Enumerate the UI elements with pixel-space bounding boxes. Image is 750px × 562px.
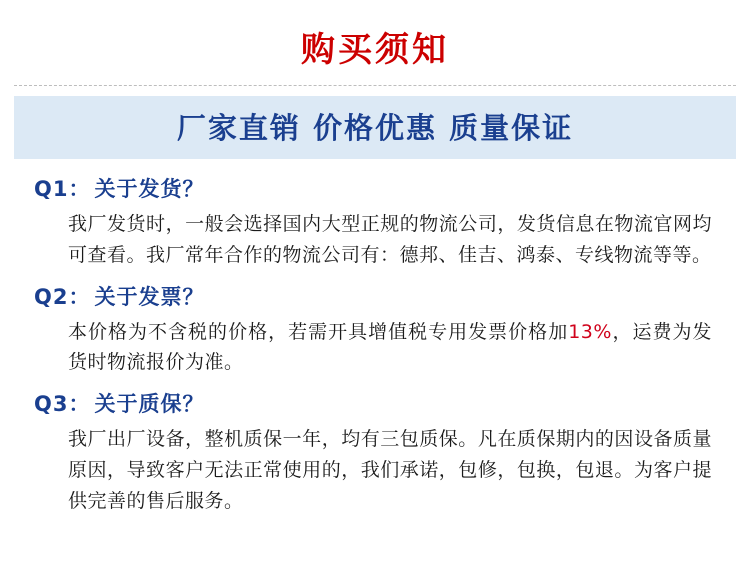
faq-question-2: 关于发票？ — [94, 284, 205, 309]
faq-label-2: Q2： — [34, 284, 91, 309]
faq-question-line-1 — [34, 173, 720, 203]
faq-item-2 — [34, 281, 720, 379]
faq-answer-3-part-0: 我厂出厂设备，整机质保一年，均有三包质保。凡在质保期内的因设备质量原因，导致客户无法正常使用的，我们承诺，包修，包换，包退。为客户提供完善的售后服务。 — [68, 428, 712, 512]
promo-banner-text: 厂家直销 价格优惠 质量保证 — [176, 111, 574, 145]
faq-question-line-2 — [34, 281, 720, 311]
faq-answer-2-part-2: ，运费为发货时物流报价为准。 — [68, 320, 712, 374]
faq-answer-2-highlight: 13% — [568, 320, 612, 343]
faq-answer-2-part-0: 本价格为不含税的价格，若需开具增值税专用发票价格加 — [68, 320, 569, 343]
faq-question-3: 关于质保？ — [94, 392, 205, 417]
faq-list — [0, 159, 750, 516]
faq-answer-1-part-0: 我厂发货时，一般会选择国内大型正规的物流公司，发货信息在物流官网均可查看。我厂常年合作的物流公司有：德邦、佳吉、鸿泰、专线物流等等。 — [68, 213, 712, 266]
promo-banner — [14, 96, 736, 159]
title-divider — [14, 85, 736, 86]
faq-question-line-3 — [34, 388, 720, 418]
page-title: 购买须知 — [301, 30, 449, 70]
faq-answer-3 — [34, 424, 720, 516]
faq-answer-2 — [34, 317, 720, 379]
faq-question-1: 关于发货？ — [94, 177, 205, 201]
faq-item-1 — [34, 173, 720, 271]
faq-label-1: Q1： — [34, 177, 91, 201]
faq-label-3: Q3： — [34, 392, 91, 417]
faq-answer-1 — [34, 209, 720, 271]
faq-item-3 — [34, 388, 720, 516]
